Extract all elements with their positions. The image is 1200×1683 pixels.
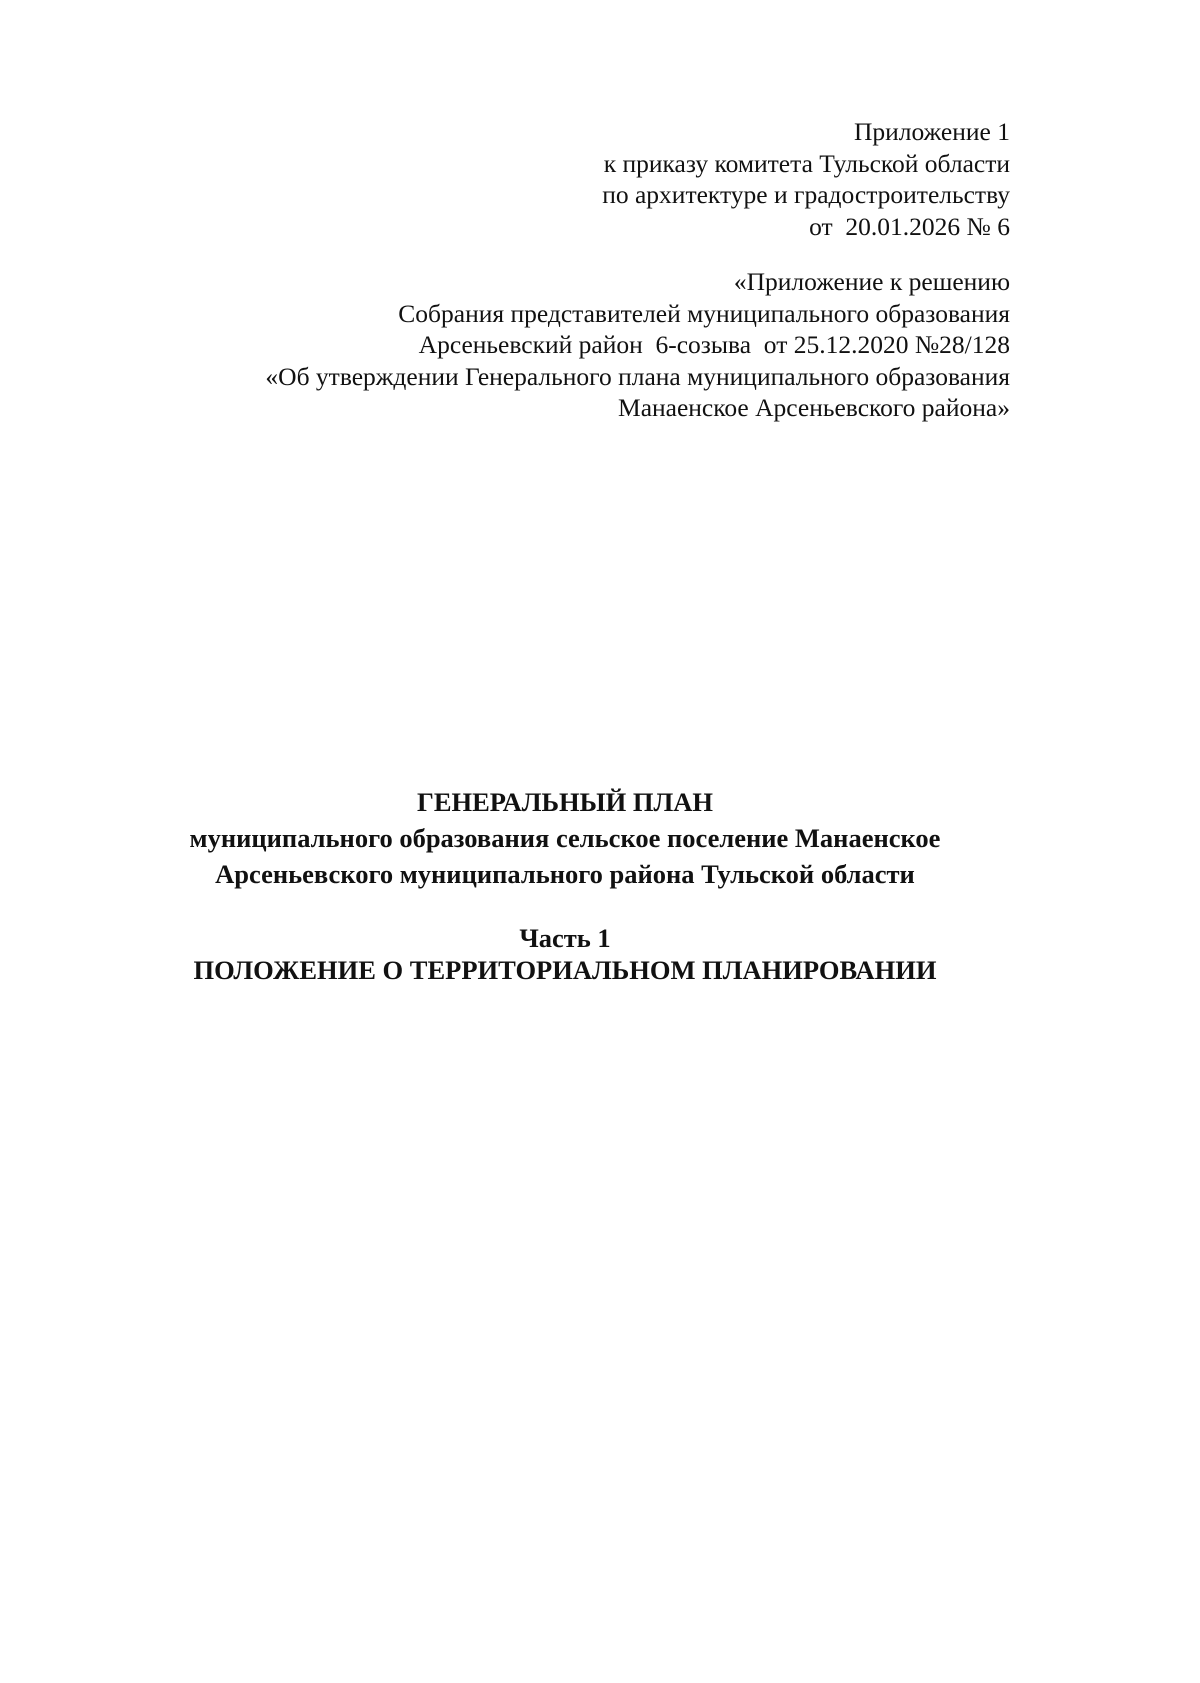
decision-line: Манаенское Арсеньевского района»	[618, 393, 1010, 422]
title-subtitle: Арсеньевского муниципального района Тульской области	[215, 859, 915, 889]
appendix-line: по архитектуре и градостроительству	[602, 180, 1010, 209]
decision-line: Собрания представителей муниципального образования	[398, 298, 1010, 328]
part-name: ПОЛОЖЕНИЕ О ТЕРРИТОРИАЛЬНОМ ПЛАНИРОВАНИИ	[193, 955, 937, 985]
title-main: ГЕНЕРАЛЬНЫЙ ПЛАН	[416, 787, 713, 817]
appendix-date-number: от 20.01.2026 № 6	[809, 211, 1010, 241]
appendix-line: Приложение 1	[854, 117, 1010, 146]
appendix-line: к приказу комитета Тульской области	[603, 148, 1010, 178]
appendix-header	[602, 116, 1010, 242]
decision-line: «Приложение к решению	[733, 267, 1010, 296]
decision-appendix-header	[265, 266, 1010, 424]
part-number: Часть 1	[519, 923, 611, 953]
part-heading	[0, 922, 1130, 986]
decision-line: «Об утверждении Генерального плана муниципального образования	[265, 361, 1010, 391]
document-title	[0, 784, 1130, 892]
decision-line: Арсеньевский район 6-созыва от 25.12.2020 №28/128	[418, 330, 1010, 359]
title-subtitle: муниципального образования сельское поселение Манаенское	[189, 823, 941, 853]
